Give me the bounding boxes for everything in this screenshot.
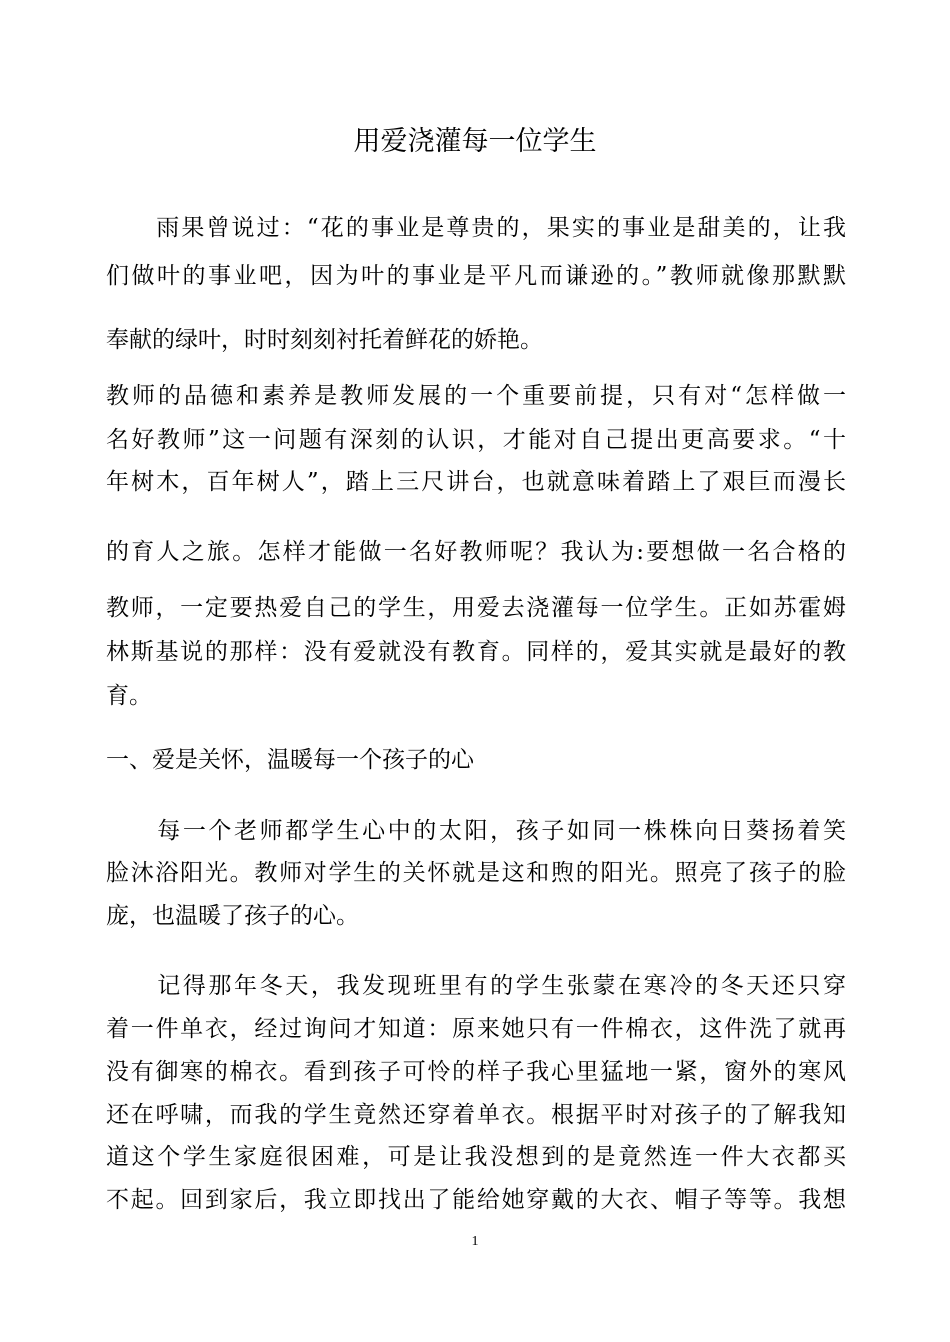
text-line: 庞，也温暖了孩子的心。 (106, 903, 359, 929)
page-number: 1 (471, 1234, 479, 1249)
text-line: 名好教师”这一问题有深刻的认识，才能对自己提出更高要求。“十 (106, 427, 846, 453)
section-heading: 一、爱是关怀，温暖每一个孩子的心 (106, 747, 474, 773)
text-line: 们做叶的事业吧，因为叶的事业是平凡而谦逊的。”教师就像那默默 (106, 263, 846, 289)
text-line: 着一件单衣，经过询问才知道：原来她只有一件棉衣，这件洗了就再 (106, 1016, 846, 1042)
text-line: 奉献的绿叶，时时刻刻衬托着鲜花的娇艳。 (106, 327, 543, 353)
text-line: 育。 (106, 683, 152, 709)
document-title: 用爱浇灌每一位学生 (353, 126, 597, 157)
text-line: 记得那年冬天，我发现班里有的学生张蒙在寒冷的冬天还只穿 (106, 973, 846, 999)
text-line: 的育人之旅。怎样才能做一名好教师呢？我认为:要想做一名合格的 (106, 539, 846, 565)
text-line: 每一个老师都学生心中的太阳，孩子如同一株株向日葵扬着笑 (106, 818, 846, 844)
text-line: 教师的品德和素养是教师发展的一个重要前提，只有对“怎样做一 (106, 383, 846, 409)
text-line: 年树木，百年树人”，踏上三尺讲台，也就意味着踏上了艰巨而漫长 (106, 469, 846, 495)
text-line: 道这个学生家庭很困难，可是让我没想到的是竟然连一件大衣都买 (106, 1144, 846, 1170)
text-line: 教师，一定要热爱自己的学生，用爱去浇灌每一位学生。正如苏霍姆 (106, 595, 846, 621)
text-line: 林斯基说的那样：没有爱就没有教育。同样的，爱其实就是最好的教 (106, 639, 846, 665)
text-line: 没有御寒的棉衣。看到孩子可怜的样子我心里猛地一紧，窗外的寒风 (106, 1059, 846, 1085)
text-line: 不起。回到家后，我立即找出了能给她穿戴的大衣、帽子等等。我想 (106, 1187, 846, 1213)
text-line: 雨果曾说过：“花的事业是尊贵的，果实的事业是甜美的，让我 (106, 215, 846, 241)
text-line: 还在呼啸，而我的学生竟然还穿着单衣。根据平时对孩子的了解我知 (106, 1102, 846, 1128)
text-line: 脸沐浴阳光。教师对学生的关怀就是这和煦的阳光。照亮了孩子的脸 (106, 860, 846, 886)
